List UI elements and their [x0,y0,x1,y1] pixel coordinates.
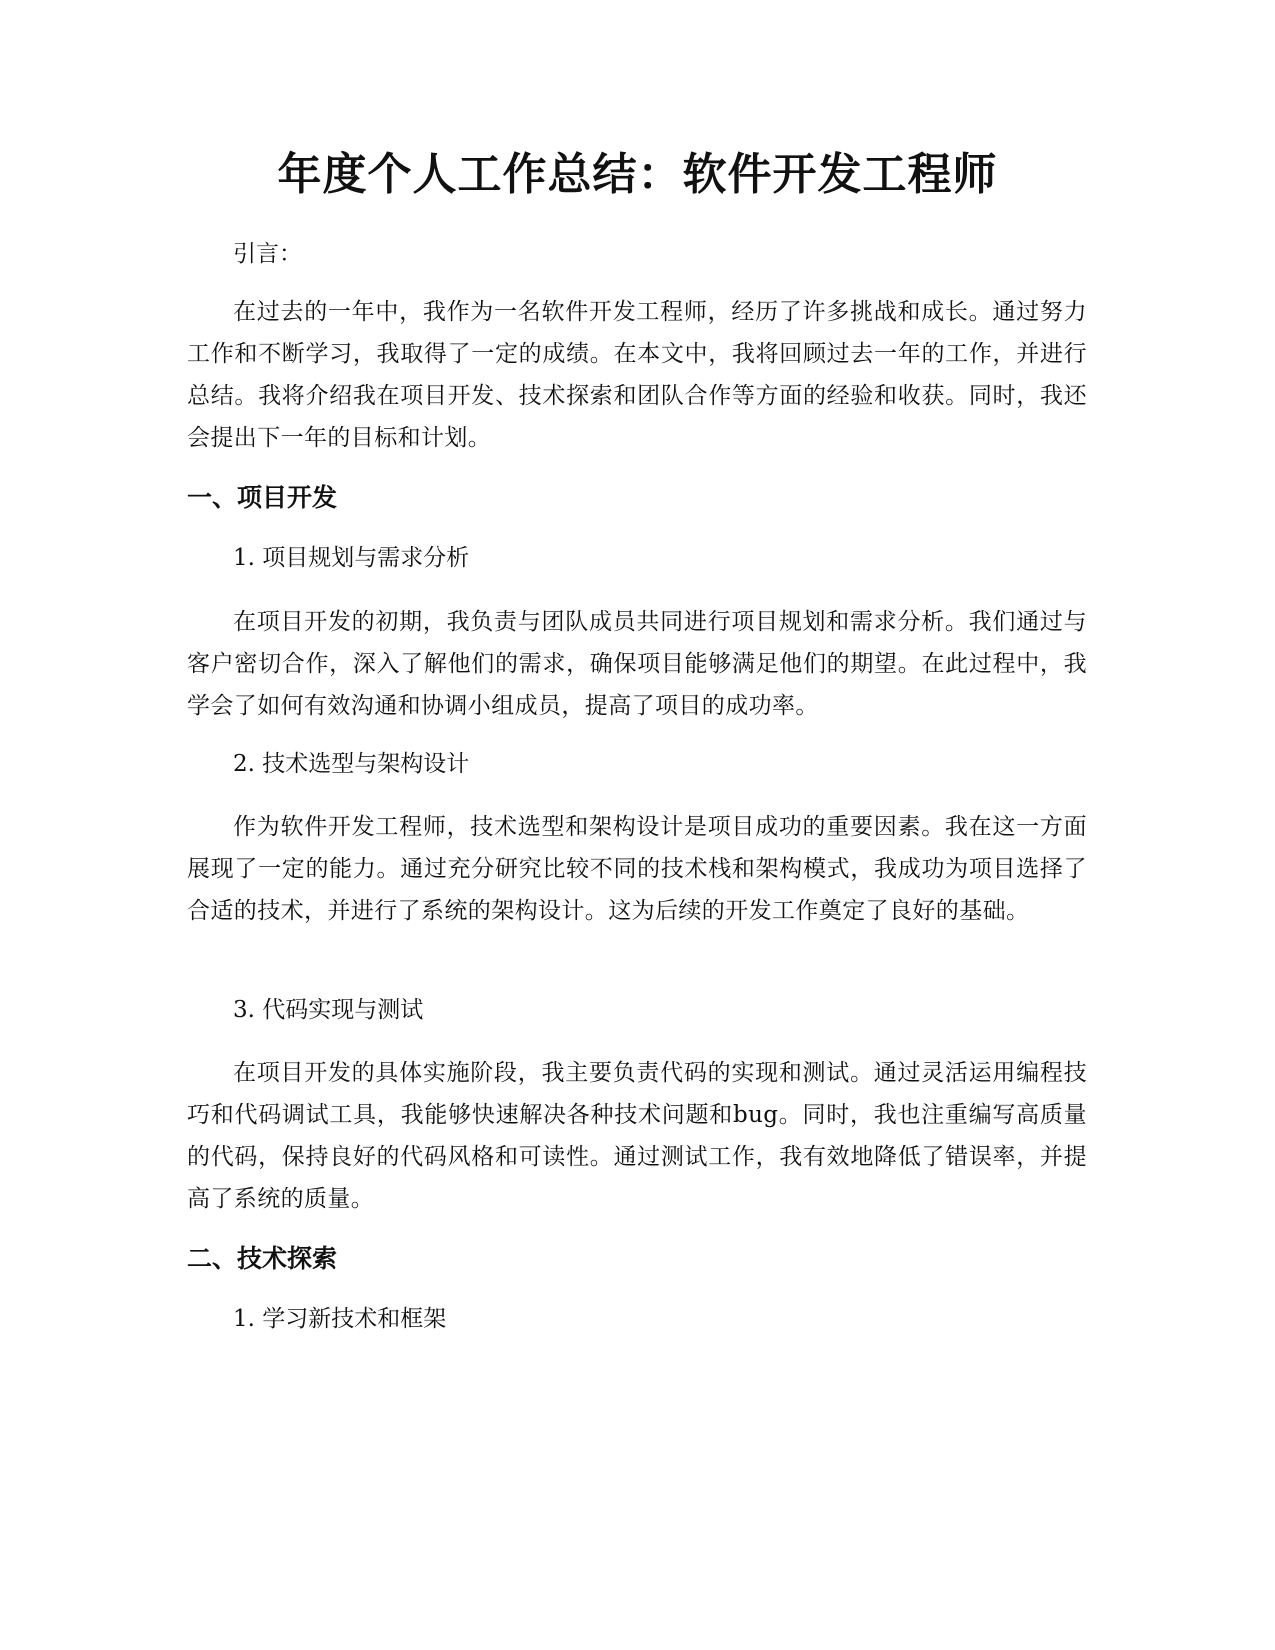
subsection-title-architecture: 2. 技术选型与架构设计 [233,751,470,777]
subsection-title-coding: 3. 代码实现与测试 [233,997,424,1023]
subsection-title-planning: 1. 项目规划与需求分析 [233,545,470,571]
intro-paragraph: 在过去的一年中，我作为一名软件开发工程师，经历了许多挑战和成长。通过努力工作和不断学习，我取得了一定的成绩。在本文中，我将回顾过去一年的工作，并进行总结。我将介绍我在项目开发、技术探索和团队合作等方面的经验和收获。同时，我还会提出下一年的目标和计划。 [187,299,1087,451]
subsection-paragraph-planning: 在项目开发的初期，我负责与团队成员共同进行项目规划和需求分析。我们通过与客户密切合作，深入了解他们的需求，确保项目能够满足他们的期望。在此过程中，我学会了如何有效沟通和协调小组成员，提高了项目的成功率。 [187,609,1087,719]
section-heading-project-development: 一、项目开发 [187,483,338,512]
intro-label: 引言： [233,241,302,267]
subsection-title-new-tech: 1. 学习新技术和框架 [233,1306,447,1332]
document-title: 年度个人工作总结：软件开发工程师 [277,149,998,200]
subsection-paragraph-architecture: 作为软件开发工程师，技术选型和架构设计是项目成功的重要因素。我在这一方面展现了一定的能力。通过充分研究比较不同的技术栈和架构模式，我成功为项目选择了合适的技术，并进行了系统的架构设计。这为后续的开发工作奠定了良好的基础。 [187,814,1087,924]
section-heading-tech-exploration: 二、技术探索 [187,1244,338,1273]
subsection-paragraph-coding: 在项目开发的具体实施阶段，我主要负责代码的实现和测试。通过灵活运用编程技巧和代码调试工具，我能够快速解决各种技术问题和bug。同时，我也注重编写高质量的代码，保持良好的代码风格和可读性。通过测试工作，我有效地降低了错误率，并提高了系统的质量。 [187,1060,1087,1212]
